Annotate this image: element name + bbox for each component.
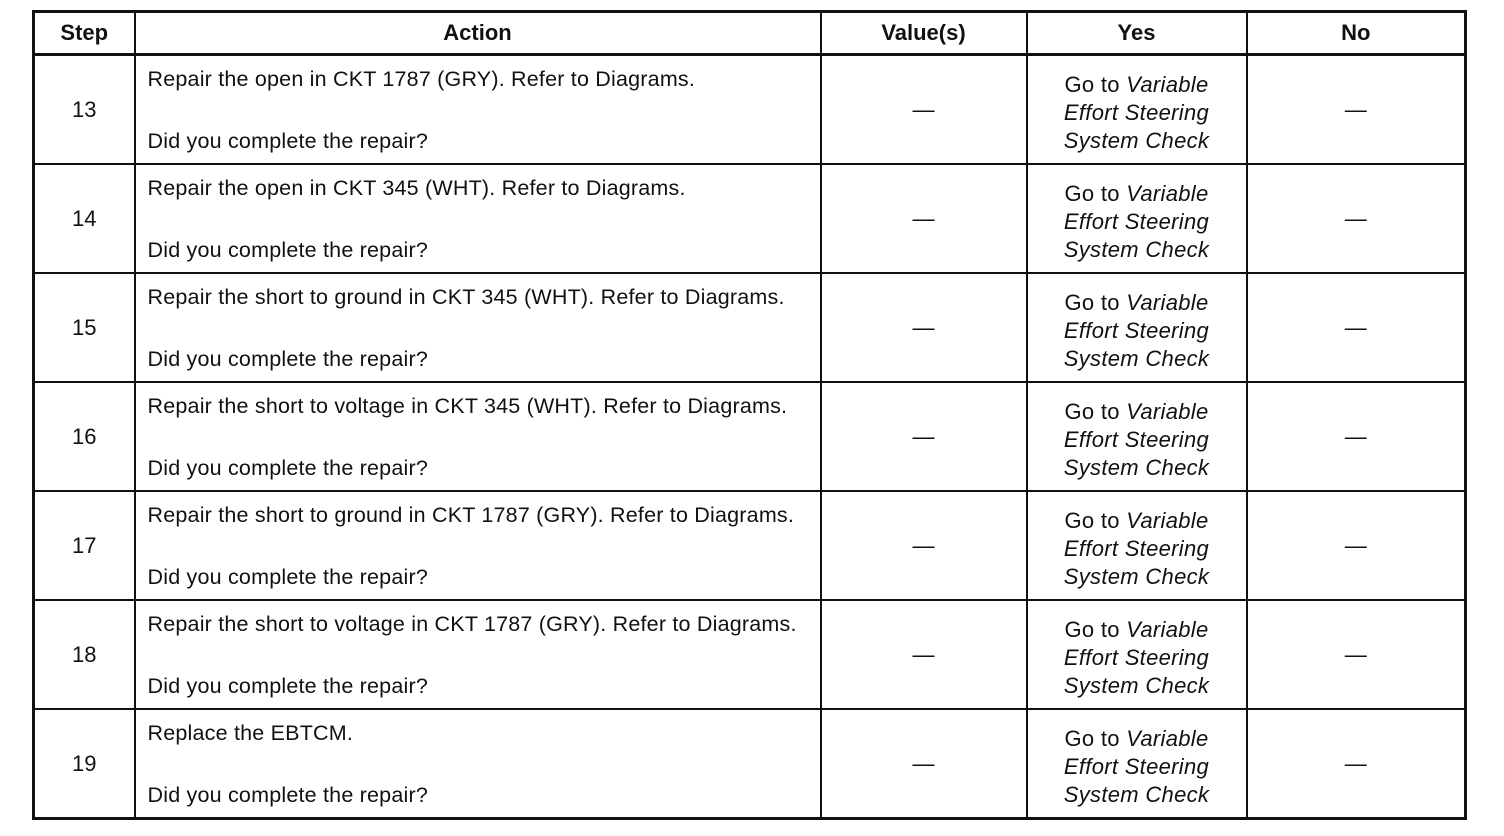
table-row <box>34 55 1466 165</box>
header-row <box>34 12 1466 55</box>
yes-cell <box>1027 382 1247 491</box>
yes-prefix: Go to <box>1064 616 1120 642</box>
action-question: Did you complete the repair? <box>147 129 428 153</box>
step-number: 13 <box>34 55 135 165</box>
yes-link-variable[interactable]: Variable <box>1126 725 1209 751</box>
no-cell: — <box>1247 600 1466 709</box>
yes-link-variable[interactable]: Variable <box>1126 398 1209 424</box>
table-row <box>34 273 1466 382</box>
step-number: 17 <box>34 491 135 600</box>
yes-cell <box>1027 600 1247 709</box>
table-row <box>34 164 1466 273</box>
yes-prefix: Go to <box>1064 180 1120 206</box>
step-number: 19 <box>34 709 135 819</box>
yes-link-system-check[interactable]: System Check <box>1063 127 1210 153</box>
no-cell: — <box>1247 273 1466 382</box>
action-cell <box>135 491 821 600</box>
table-row <box>34 600 1466 709</box>
table-row <box>34 382 1466 491</box>
action-instruction: Replace the EBTCM. <box>147 721 354 745</box>
action-instruction: Repair the short to voltage in CKT 345 (WHT). Refer to Diagrams. <box>147 394 788 418</box>
action-question: Did you complete the repair? <box>147 456 428 480</box>
header-step: Step <box>34 12 135 55</box>
yes-link-system-check[interactable]: System Check <box>1063 236 1210 262</box>
action-cell <box>135 164 821 273</box>
action-cell <box>135 382 821 491</box>
yes-link-effort-steering[interactable]: Effort Steering <box>1063 644 1210 670</box>
yes-cell <box>1027 491 1247 600</box>
action-question: Did you complete the repair? <box>147 347 428 371</box>
yes-link-effort-steering[interactable]: Effort Steering <box>1063 317 1210 343</box>
yes-link-system-check[interactable]: System Check <box>1063 563 1210 589</box>
step-number: 15 <box>34 273 135 382</box>
diagnostic-table <box>32 10 1467 820</box>
action-cell <box>135 55 821 165</box>
no-cell: — <box>1247 382 1466 491</box>
table-header <box>34 12 1466 55</box>
action-cell <box>135 600 821 709</box>
action-question: Did you complete the repair? <box>147 565 428 589</box>
step-number: 16 <box>34 382 135 491</box>
action-instruction: Repair the short to voltage in CKT 1787 (GRY). Refer to Diagrams. <box>147 612 797 636</box>
yes-prefix: Go to <box>1064 507 1120 533</box>
yes-cell <box>1027 55 1247 165</box>
value-cell: — <box>821 709 1027 819</box>
action-cell <box>135 273 821 382</box>
yes-link-effort-steering[interactable]: Effort Steering <box>1063 99 1210 125</box>
value-cell: — <box>821 55 1027 165</box>
header-values: Value(s) <box>821 12 1027 55</box>
yes-link-effort-steering[interactable]: Effort Steering <box>1063 426 1210 452</box>
yes-cell <box>1027 709 1247 819</box>
yes-prefix: Go to <box>1064 289 1120 315</box>
header-no: No <box>1247 12 1466 55</box>
value-cell: — <box>821 273 1027 382</box>
action-question: Did you complete the repair? <box>147 238 428 262</box>
yes-cell <box>1027 273 1247 382</box>
action-instruction: Repair the short to ground in CKT 1787 (GRY). Refer to Diagrams. <box>147 503 795 527</box>
header-action: Action <box>135 12 821 55</box>
table-row <box>34 709 1466 819</box>
yes-link-system-check[interactable]: System Check <box>1063 672 1210 698</box>
yes-link-effort-steering[interactable]: Effort Steering <box>1063 753 1210 779</box>
action-cell <box>135 709 821 819</box>
table-row <box>34 491 1466 600</box>
yes-link-variable[interactable]: Variable <box>1126 180 1209 206</box>
no-cell: — <box>1247 709 1466 819</box>
header-yes: Yes <box>1027 12 1247 55</box>
action-question: Did you complete the repair? <box>147 783 428 807</box>
yes-link-variable[interactable]: Variable <box>1126 71 1209 97</box>
table-body <box>34 55 1466 819</box>
value-cell: — <box>821 600 1027 709</box>
yes-link-variable[interactable]: Variable <box>1126 507 1209 533</box>
value-cell: — <box>821 491 1027 600</box>
no-cell: — <box>1247 55 1466 165</box>
yes-link-effort-steering[interactable]: Effort Steering <box>1063 535 1210 561</box>
yes-cell <box>1027 164 1247 273</box>
yes-link-variable[interactable]: Variable <box>1126 616 1209 642</box>
yes-prefix: Go to <box>1064 725 1120 751</box>
yes-link-system-check[interactable]: System Check <box>1063 345 1210 371</box>
yes-prefix: Go to <box>1064 398 1120 424</box>
action-instruction: Repair the open in CKT 345 (WHT). Refer to Diagrams. <box>147 176 686 200</box>
yes-link-system-check[interactable]: System Check <box>1063 781 1210 807</box>
no-cell: — <box>1247 164 1466 273</box>
yes-link-system-check[interactable]: System Check <box>1063 454 1210 480</box>
step-number: 18 <box>34 600 135 709</box>
no-cell: — <box>1247 491 1466 600</box>
action-question: Did you complete the repair? <box>147 674 428 698</box>
step-number: 14 <box>34 164 135 273</box>
yes-link-effort-steering[interactable]: Effort Steering <box>1063 208 1210 234</box>
yes-link-variable[interactable]: Variable <box>1126 289 1209 315</box>
action-instruction: Repair the short to ground in CKT 345 (WHT). Refer to Diagrams. <box>147 285 785 309</box>
action-instruction: Repair the open in CKT 1787 (GRY). Refer to Diagrams. <box>147 67 696 91</box>
value-cell: — <box>821 382 1027 491</box>
value-cell: — <box>821 164 1027 273</box>
yes-prefix: Go to <box>1064 71 1120 97</box>
